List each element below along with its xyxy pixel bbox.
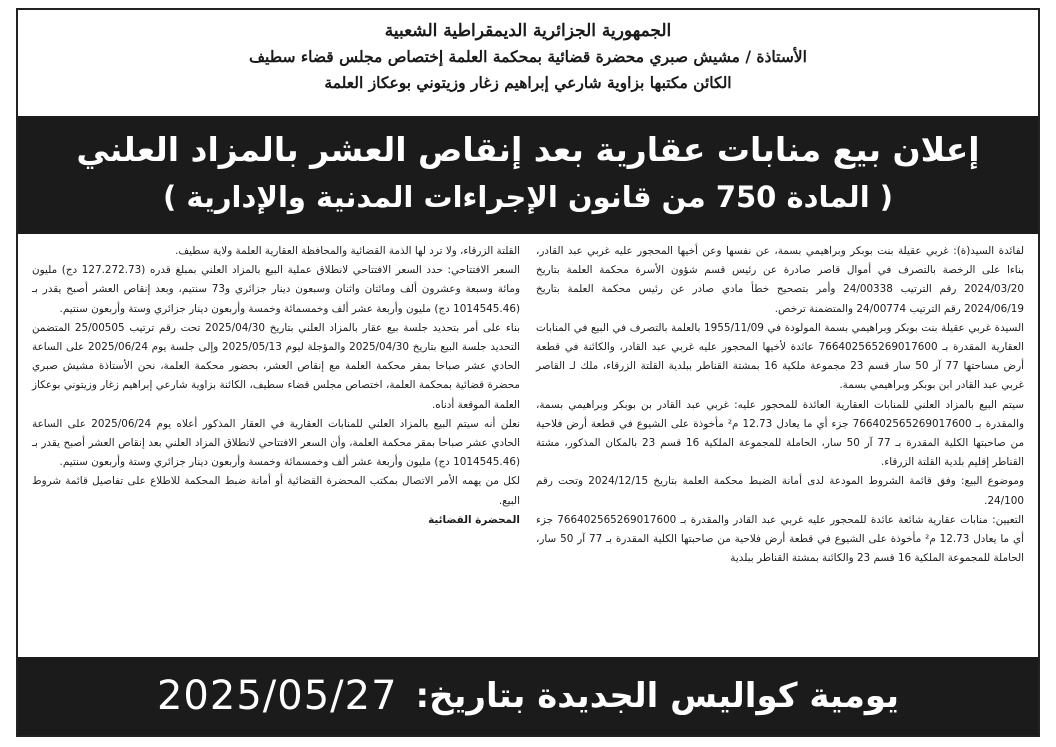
paragraph: لكل من يهمه الأمر الاتصال بمكتب المحضرة القضائية أو أمانة ضبط المحكمة للاطلاع على تفاصيل قائمة شروط البيع. bbox=[32, 475, 520, 507]
right-column bbox=[536, 242, 1024, 568]
publication-label: يومية كواليس الجديدة بتاريخ: bbox=[415, 676, 900, 716]
paragraph: وموضوع البيع: وفق قائمة الشروط المودعة لدى أمانة الضبط محكمة العلمة بتاريخ 2024/12/15 وتحت رقم 24/100. bbox=[536, 475, 1024, 507]
paragraph: التعيين: منابات عقارية شائعة عائدة للمحجور عليه غربي عبد القادر والمقدرة بـ 766402565269017600 جزء أي ما يعادل 12.73 م² مأخوذة على الشيوع في قطعة أرض فلاحية من صاحبتها الكلية المقدرة بـ 77 آر 50 سار، الحاملة للمجموعة الملكية 16 قسم 23 والكائنة بمشتة القناطر ببلدية bbox=[536, 513, 1024, 565]
notice-subtitle: ( المادة 750 من قانون الإجراءات المدنية والإدارية ) bbox=[163, 180, 893, 214]
republic-heading: الجمهورية الجزائرية الديمقراطية الشعبية bbox=[384, 21, 672, 41]
publication-date: 2025/05/27 bbox=[156, 673, 398, 719]
paragraph: السيدة غربي عقيلة بنت بوبكر وبراهيمي بسمة المولودة في 1955/11/09 بالعلمة بالتصرف في البيع في المنابات العقارية المقدرة بـ 766402565269017600 عائدة لأخيها المحجور عليه غربي عبد القادر، والكائنة في قطعة أرض مساحتها 77 آر 50 سار قسم 23 مجموعة ملكية 16 بمشتة القناطر ببلدية القلتة الزرقاء، ملك لـ القاصر غربي عبد القادر ابن بوبكر وبراهيمي بسمة. bbox=[536, 321, 1025, 392]
paragraph: نعلن أنه سيتم البيع بالمزاد العلني للمنابات العقارية في العقار المذكور أعلاه يوم 2025/06/24 على الساعة الحادي عشر صباحا بمقر محكمة العلمة، وأن السعر الافتتاحي لانطلاق المزاد العلني بعد إنقاص العشر أصبح يقدر بـ (1014545.46 دج) مليون وأربعة عشر ألف وخمسمائة وخمسة وأربعون دينار جزائري وستة وأربعون سنتيم. bbox=[32, 417, 520, 469]
paragraph: سيتم البيع بالمزاد العلني للمنابات العقارية العائدة للمحجور عليه: غربي عبد القادر بن بوبكر وبراهيمي بسمة، والمقدرة بـ 766402565269017600 جزء أي ما يعادل 12.73 م² مأخوذة على الشيوع في قطعة أرض فلاحية من صاحبتها الكلية المقدرة بـ 77 آر 50 سار، الحاملة للمجموعة الملكية 16 قسم 23 بالمكان المذكور، مشتة القناطر إقليم بلدية القلتة الزرقاء. bbox=[536, 398, 1025, 469]
paragraph: لفائدة السيد(ة): غربي عقيلة بنت بوبكر وبراهيمي بسمة، عن نفسها وعن أخيها المحجور عليه غربي عبد القادر، بناءا على الرخصة بالتصرف في أموال قاصر صادرة عن رئيس قسم شؤون الأسرة محكمة العلمة بتاريخ 2024/03/20 رقم الترتيب 24/00338 وأمر بتصحيح خطأ مادي صادر عن رئيس محكمة العلمة بتاريخ 2024/06/19 رقم الترتيب 24/00774 والمتضمنة ترخص. bbox=[536, 245, 1024, 315]
left-column bbox=[32, 242, 520, 530]
bailiff-heading: الأستاذة / مشيش صبري محضرة قضائية بمحكمة العلمة إختصاص مجلس قضاء سطيف bbox=[249, 47, 807, 66]
paragraph: القلتة الزرقاء، ولا ترد لها الذمة القضائية والمحافظة العقارية العلمة ولاية سطيف. bbox=[175, 245, 520, 257]
notice-header bbox=[18, 10, 1038, 114]
notice-body bbox=[18, 234, 1038, 664]
signature: المحضرة القضائية bbox=[428, 513, 520, 526]
notice-frame bbox=[16, 8, 1040, 737]
office-address: الكائن مكتبها بزاوية شارعي إبراهيم زغار وزيتوني بوعكاز العلمة bbox=[324, 73, 732, 92]
paragraph: السعر الافتتاحي: حدد السعر الافتتاحي لانطلاق عملية البيع بالمزاد العلني بمبلغ قدره (127.272.73 دج) مليون ومائة وسبعة وعشرون ألف ومائتان واثنان وسبعون دينار جزائري و73 سنتيم، وبعد إنقاص العشر أصبح يقدر بـ (1014545.46 دج) مليون وأربعة عشر ألف وخمسمائة وخمسة وأربعون دينار جزائري وستة وأربعون سنتيم. bbox=[32, 264, 521, 315]
paragraph: بناء على أمر بتحديد جلسة بيع عقار بالمزاد العلني بتاريخ 2025/04/30 تحت رقم ترتيب 25/00505 المتضمن التحديد جلسة البيع بتاريخ 2025/04/30 والمؤجلة ليوم 2025/05/13 وإلى جلسة يوم 2025/06/24 على الساعة الحادي عشر صباحا بمقر محكمة العلمة مع إنقاص العشر، بحضور محكمة العلمة، نحن الأستاذة مشيش صبري محضرة قضائية بمحكمة العلمة، اختصاص مجلس قضاء سطيف، الكائنة بزاوية شارعي إبراهيم زغار وزيتوني بوعكاز العلمة الموقعة أدناه. bbox=[32, 321, 521, 411]
notice-title: إعلان بيع منابات عقارية بعد إنقاص العشر بالمزاد العلني bbox=[76, 130, 980, 169]
footer-band bbox=[18, 657, 1038, 735]
title-band bbox=[18, 116, 1038, 234]
